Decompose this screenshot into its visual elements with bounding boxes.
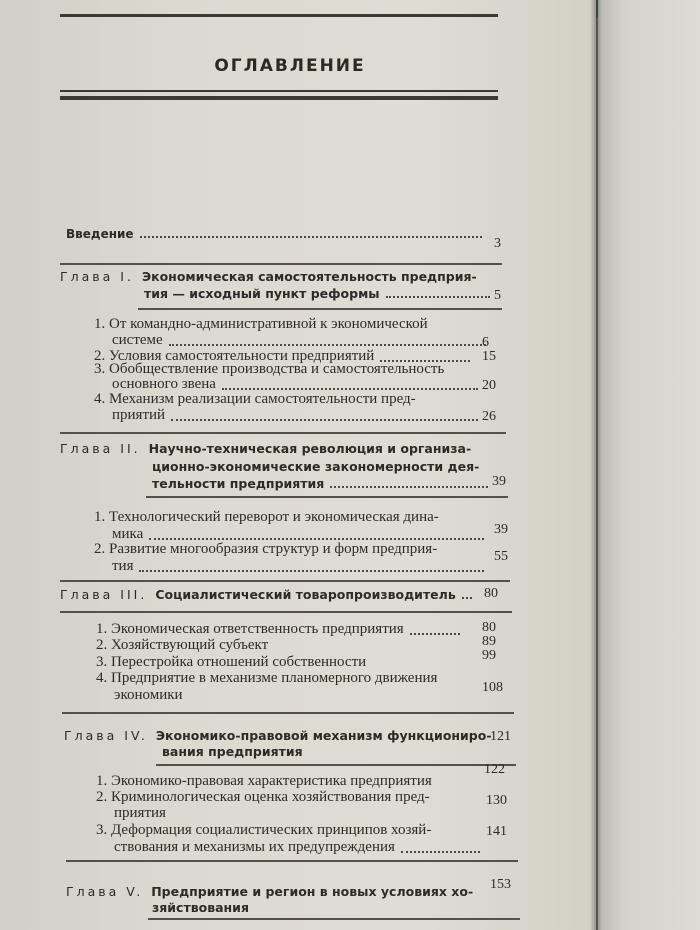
page-number: 15 [482,349,496,364]
chapter-heading-cont: ционно-экономические закономерности дея- [152,459,480,474]
toc-section: 2. Хозяйствующий субъект [96,637,269,653]
chapter-heading-cont: тельности предприятия [152,475,492,491]
page-number: 153 [490,877,511,892]
page-number: 55 [494,549,508,564]
chapter-heading-cont: зяйствования [152,900,249,915]
page-number: 5 [494,288,501,303]
chapter-heading: Глава I. Экономическая самостоятельность предприя- [60,269,477,284]
toc-section-cont: экономики [114,687,183,703]
separator [138,308,502,310]
separator [60,611,512,613]
toc-section: 2. Развитие многообразия структур и форм предприя- [94,541,438,557]
page-number: 121 [490,729,511,744]
page-number: 39 [494,522,508,537]
separator [60,263,502,265]
toc-section-cont: системе [112,333,490,349]
page-number: 122 [484,762,505,777]
separator [66,860,518,862]
toc-section-cont: приятия [114,805,166,821]
page-number: 26 [482,409,496,424]
toc-section-cont: мика [112,527,488,543]
rule-lower [60,96,498,100]
chapter-heading: Глава II. Научно-техническая революция и организа- [60,441,472,456]
top-rule [60,14,498,17]
separator [156,764,516,766]
right-page [598,0,700,930]
chapter-heading: Глава IV. Экономико-правовой механизм функциониро- [64,728,492,743]
toc-section: 2. Криминологическая оценка хозяйствования пред- [96,789,430,805]
page-number: 3 [494,236,501,251]
book-gutter [590,0,602,930]
separator [148,918,520,920]
toc-section: 4. Механизм реализации самостоятельности пред- [94,391,416,407]
separator [62,712,514,714]
page-number: 39 [492,474,506,489]
toc-section-cont: основного звена [112,377,482,393]
toc-section-cont: приятий [112,408,482,424]
chapter-heading-cont: вания предприятия [162,744,303,759]
separator [146,496,508,498]
toc-section: 2. Условия самостоятельности предприятий [94,349,474,365]
toc-section: 1. Технологический переворот и экономическая дина- [94,509,439,525]
chapter-heading: Глава V. Предприятие и регион в новых условиях хо- [66,884,474,899]
page-number: 130 [486,793,507,808]
intro-label: Введение [66,227,134,241]
page-title: ОГЛАВЛЕНИЕ [214,56,366,76]
rule-upper [60,90,498,92]
page-number: 80 [484,586,498,601]
page-number: 99 [482,648,496,663]
separator [60,432,506,434]
toc-section-cont: ствования и механизмы их предупреждения [114,840,484,856]
separator [60,580,510,582]
page-number: 141 [486,824,507,839]
page-number: 80 [482,620,496,635]
page-number: 6 [482,335,489,350]
toc-section: 3. Деформация социалистических принципов хозяй- [96,822,432,838]
toc-section: 4. Предприятие в механизме планомерного движения [96,670,438,686]
toc-section: 3. Перестройка отношений собственности [96,654,367,670]
toc-section: 1. От командно-административной к экономической [94,316,428,332]
toc-section-cont: тия [112,559,488,575]
chapter-heading-cont: тия — исходный пункт реформы [144,285,494,301]
page-number: 89 [482,634,496,649]
page-number: 20 [482,378,496,393]
toc-section: 1. Экономико-правовая характеристика предприятия [96,773,432,789]
chapter-heading: Глава III. Социалистический товаропроизводитель [60,586,476,602]
toc-section: 3. Обобществление производства и самостоятельность [94,361,445,377]
page-number: 108 [482,680,503,695]
toc-entry-intro [66,225,486,241]
dot-leader [140,236,482,238]
toc-section: 1. Экономическая ответственность предприятия [96,622,464,638]
